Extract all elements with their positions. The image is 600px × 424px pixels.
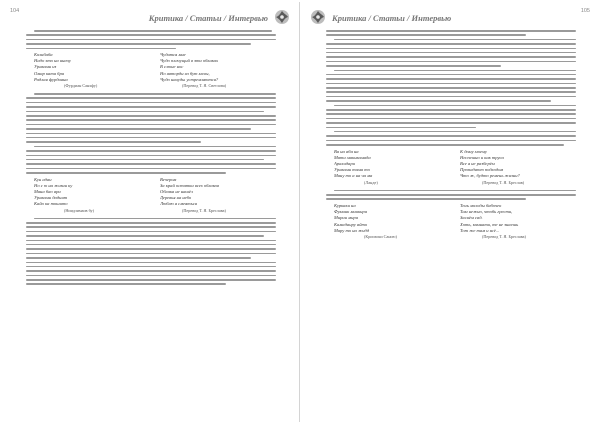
poem-line: Куркаки на [334,202,356,208]
poem-line: Заснём сад. [460,215,483,221]
page-gutter [299,2,300,422]
poem-line: В слюне нос [160,64,184,70]
poem-original-column [34,52,150,83]
right-page-header [302,5,598,27]
poem-line: Пропадают подходом [460,167,504,173]
right-page-number: 105 [580,8,590,14]
poem-original-column [34,177,150,208]
poem-line: Чудо плачущий в эти облаках [160,58,219,64]
poem-caption [34,83,276,89]
poem-block-3 [334,149,576,186]
poem-original-column [334,203,450,234]
poem-line: Кун адаи [34,176,52,182]
poem-line: Кайо ка тошито [34,201,68,207]
poem-line: Вечером [160,176,177,182]
poem-line: Там нежно, чтобь грести, [460,209,513,215]
poem-line: Чудится мне [160,52,186,58]
left-page-header [2,5,298,27]
poem-line: Ману то а на ча ма [334,173,373,179]
poem-line: Ураками из [34,64,57,70]
paragraph [326,190,576,200]
right-running-title: Критика / Статьи / Интервью [332,13,452,23]
poem-translation-column [160,177,276,208]
poem-line: За край остатки всех облаков [160,182,219,188]
poem-translation-column [460,149,576,180]
poem-line: Фумиик миикира [334,209,368,215]
poem-line: К дому моему [460,148,487,154]
poem-line: Мару то на жидд [334,227,370,233]
poem-original-column [334,149,450,180]
paragraph [326,131,576,146]
poem-caption [34,208,276,214]
poem-line: Тот же там и всё... [460,227,500,233]
poem-line: Тень молоды бабочек [460,202,502,208]
poem-author-caption: (Кроизоки Сансю) [364,233,397,239]
paragraph [326,30,576,36]
flower-ornament-icon [274,9,290,25]
right-page [302,2,598,422]
flower-ornament-icon [310,9,326,25]
poem-line: Хоть, комнати, те не знаешь [460,221,519,227]
poem-translation-column [460,203,576,234]
paragraph [26,218,276,285]
poem-caption [334,180,576,186]
poem-line: Ураками дадинт [34,195,68,201]
poem-caption [334,234,576,240]
left-page [2,2,298,422]
poem-translator-caption: (Перевод Т. Я. Бреслава) [482,233,526,239]
paragraph [26,146,276,174]
right-page-body [326,30,576,416]
paragraph [326,105,576,128]
poem-translation-column [160,52,276,83]
poem-line: Омар ката бра [34,70,65,76]
left-running-title: Критика / Статьи / Интервью [148,13,268,23]
left-page-body [26,30,276,416]
paragraph [326,39,576,67]
poem-line: Надо это на иначу [34,58,71,64]
poem-block-4 [334,203,576,240]
poem-line: Ва на аба на [334,148,359,154]
poem-line: Мирии мира [334,215,358,221]
paragraph [26,93,276,143]
poem-line: Колибаба [34,52,53,58]
poem-line: Камадаиру айто [334,221,368,227]
poem-author-caption: (Фурдиан Санхфу) [64,83,98,89]
poem-translator-caption: (Перевод Т. Я. Бреслав) [482,179,525,185]
poem-line: Мати макикамада [334,154,371,160]
poem-line: Радлая фурдиана [34,76,68,82]
poem-line: Люблю я смеяться [160,201,197,207]
poem-line: Что ж, будто ремень жизни? [460,173,520,179]
paragraph [326,70,576,102]
poem-block-1 [34,52,276,89]
poem-line: Деревья на небо [160,195,192,201]
poem-line: Все я не разберём [460,161,495,167]
poem-line: Чудо наиуды устремляются? [160,76,219,82]
poem-line: Но автордн из бут мегы, [160,70,210,76]
poem-author-caption: (Ниидзимаов бу) [64,207,95,213]
poem-translator-caption: (Перевод Т. Я. Бреслава) [182,207,226,213]
poem-block-2 [34,177,276,214]
left-page-number: 104 [10,8,20,14]
poem-line: Ураками тама то [334,167,370,173]
poem-line: Арахидари [334,161,355,167]
poem-line: Мана бао ари [34,189,61,195]
poem-author-caption: (Ланде) [364,179,378,185]
poem-line: Но с ю на жизни ку [34,182,73,188]
poem-line: Облака не нашёл [160,189,193,195]
paragraph [26,30,276,49]
poem-line: Неспешно и как труса [460,154,504,160]
poem-translator-caption: (Перевод Т. Я. Светлова) [182,83,227,89]
